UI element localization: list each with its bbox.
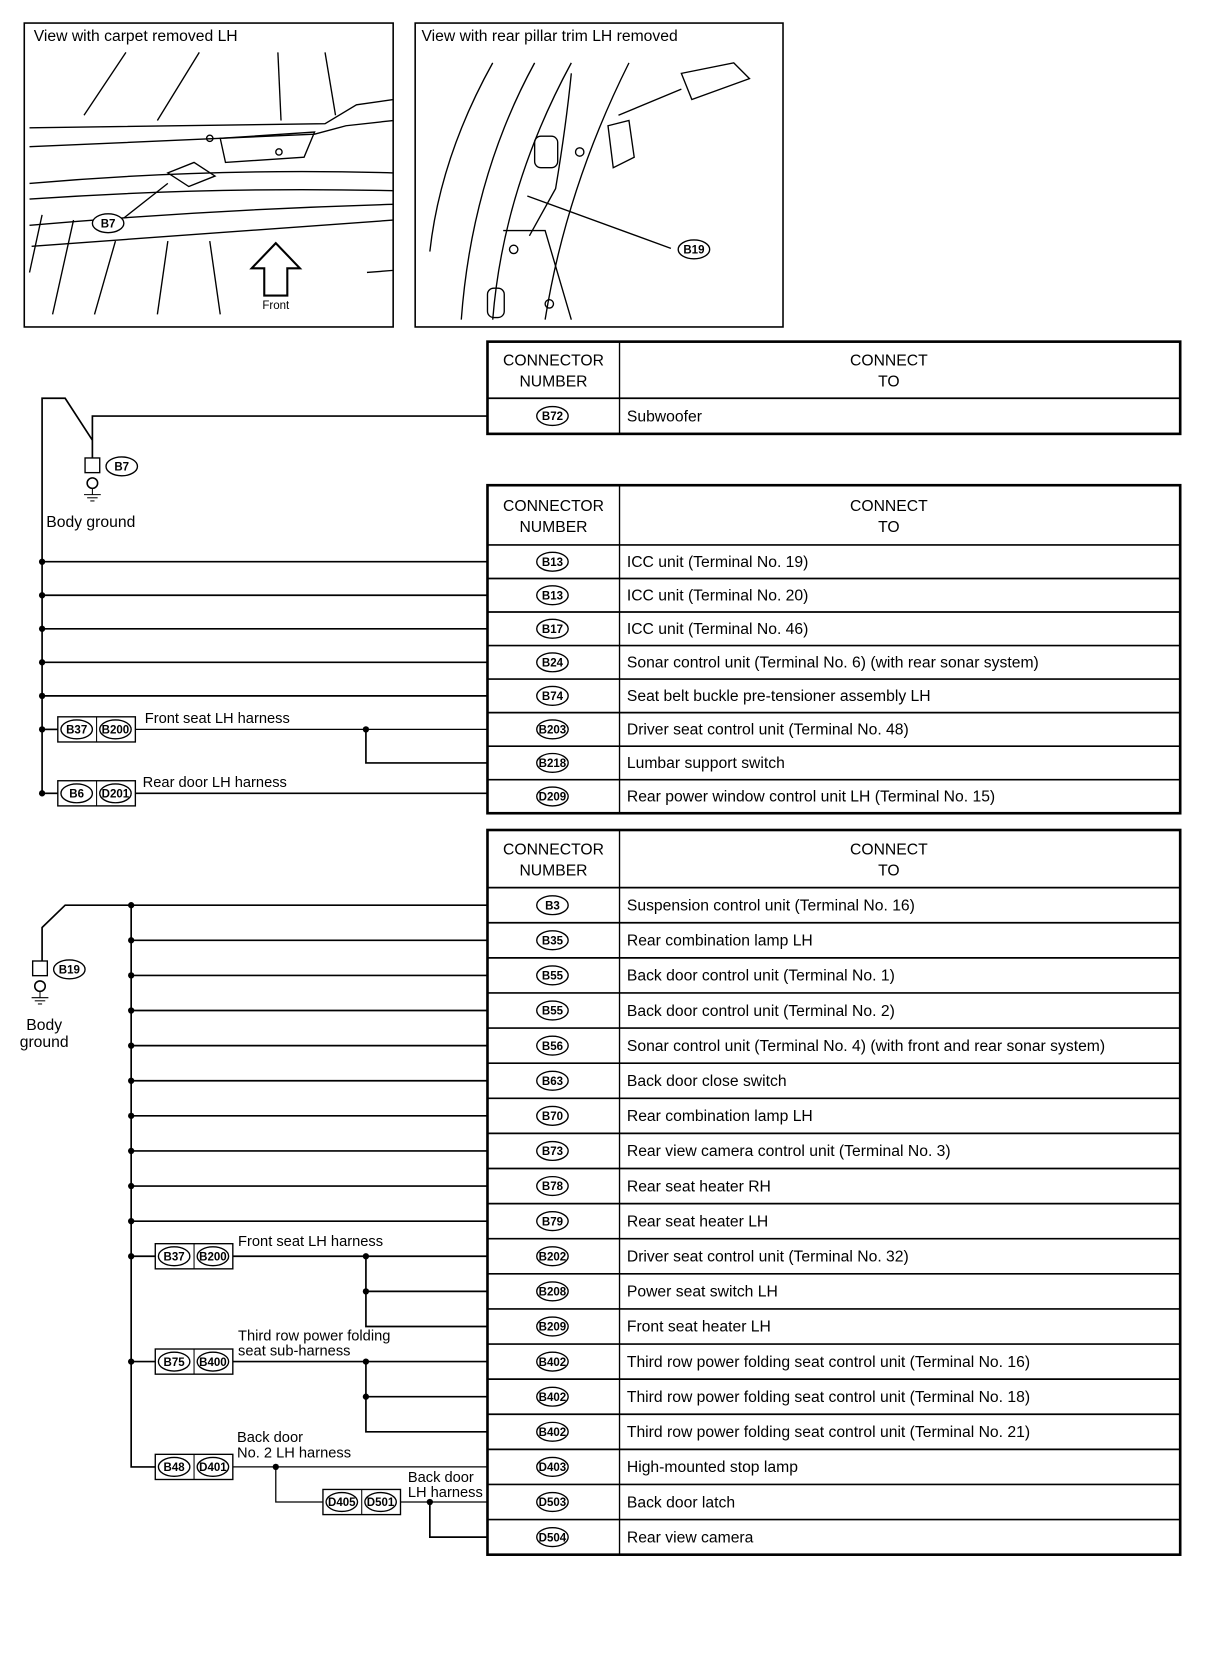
header-connect-to: TO xyxy=(878,373,900,391)
junction-dot xyxy=(128,1183,134,1189)
connect-to-text: Back door control unit (Terminal No. 2) xyxy=(626,1002,895,1020)
junction-dot xyxy=(39,726,45,732)
connector-label: B24 xyxy=(541,657,564,670)
connector-label: B7 xyxy=(100,218,116,231)
junction-dot xyxy=(128,1358,134,1364)
connector-label: B13 xyxy=(541,590,564,603)
header-connect-to: CONNECT xyxy=(850,497,928,515)
table2 xyxy=(487,485,1180,813)
connector-label: B203 xyxy=(538,724,567,737)
connector-label: B63 xyxy=(541,1075,564,1088)
connector-label: D405 xyxy=(328,1497,356,1510)
harness-label: LH harness xyxy=(407,1484,483,1501)
connect-to-text: Third row power folding seat control unit (Terminal No. 18) xyxy=(626,1388,1031,1406)
connect-to-text: ICC unit (Terminal No. 46) xyxy=(626,621,809,639)
connector-label: B55 xyxy=(541,970,564,983)
connect-to-text: Suspension control unit (Terminal No. 16) xyxy=(626,897,915,915)
connector-label: B37 xyxy=(66,724,88,737)
ground-ring xyxy=(87,478,97,488)
table-border xyxy=(487,485,1180,813)
harness-connector xyxy=(155,1244,233,1269)
wire xyxy=(430,1502,488,1537)
connector-label: D503 xyxy=(538,1497,567,1510)
connector-label: D201 xyxy=(101,788,130,801)
connector-label: B79 xyxy=(541,1216,564,1229)
connect-to-text: Back door latch xyxy=(626,1494,736,1512)
harness-label: Third row power folding xyxy=(238,1328,391,1345)
connect-to-text: Back door close switch xyxy=(626,1072,787,1090)
connect-to-text: High-mounted stop lamp xyxy=(626,1459,798,1477)
connector-label: B6 xyxy=(69,788,85,801)
connect-to-text: Sonar control unit (Terminal No. 6) (with rear sonar system) xyxy=(626,654,1039,672)
junction-dot xyxy=(128,902,134,908)
connector-label: B202 xyxy=(538,1251,567,1264)
junction-dot xyxy=(39,790,45,796)
connector-label: B37 xyxy=(163,1251,185,1264)
ground-ring xyxy=(35,981,45,991)
connector-label: B200 xyxy=(101,724,130,737)
harness-connector xyxy=(155,1349,233,1374)
connector-label: B55 xyxy=(541,1005,564,1018)
junction-dot xyxy=(363,1394,369,1400)
junction-dot xyxy=(39,659,45,665)
junction-dot xyxy=(128,1007,134,1013)
connector-label: B48 xyxy=(163,1462,185,1475)
connector-label: B402 xyxy=(538,1356,567,1369)
junction-dot xyxy=(128,937,134,943)
table-border xyxy=(487,830,1180,1555)
junction-dot xyxy=(128,1078,134,1084)
connect-to-text: Front seat heater LH xyxy=(626,1318,771,1336)
harness-label: No. 2 LH harness xyxy=(237,1445,352,1462)
view-caption: View with rear pillar trim LH removed xyxy=(421,27,678,45)
body-ground-label: Body xyxy=(26,1017,63,1035)
wire xyxy=(92,416,487,458)
connector-label: B35 xyxy=(541,935,564,948)
junction-dot xyxy=(39,626,45,632)
connect-to-text: Subwoofer xyxy=(626,408,702,426)
connector-label: B7 xyxy=(114,461,130,474)
ground-box xyxy=(33,961,48,976)
ground-box xyxy=(85,458,100,473)
pillar-sketch xyxy=(430,63,750,320)
header-connect-to: CONNECT xyxy=(850,352,928,370)
connector-label: B19 xyxy=(58,964,80,977)
table1 xyxy=(487,342,1180,434)
junction-dot xyxy=(128,972,134,978)
wire xyxy=(42,905,487,961)
header-connector-number: NUMBER xyxy=(519,518,588,536)
connector-label: D501 xyxy=(366,1497,395,1510)
junction-dot xyxy=(128,1218,134,1224)
connect-to-text: Rear combination lamp LH xyxy=(626,932,813,950)
connector-label: B13 xyxy=(541,556,564,569)
connector-label: D401 xyxy=(199,1462,227,1475)
junction-dot xyxy=(39,592,45,598)
header-connector-number: CONNECTOR xyxy=(503,841,604,859)
front-arrow-icon xyxy=(252,243,300,295)
junction-dot xyxy=(39,559,45,565)
view-carpet-removed xyxy=(24,23,393,327)
header-connector-number: CONNECTOR xyxy=(503,497,604,515)
connector-label: B200 xyxy=(199,1251,227,1264)
header-connect-to: TO xyxy=(878,862,900,880)
connector-label: B209 xyxy=(538,1321,567,1334)
connect-to-text: Back door control unit (Terminal No. 1) xyxy=(626,967,895,985)
front-label: Front xyxy=(262,300,290,313)
header-connector-number: NUMBER xyxy=(519,373,588,391)
harness-label: Back door xyxy=(407,1470,474,1487)
connector-label: B72 xyxy=(541,411,564,424)
connector-label: B400 xyxy=(199,1356,227,1369)
connector-label: B402 xyxy=(538,1391,567,1404)
harness-label: Front seat LH harness xyxy=(238,1233,384,1250)
header-connector-number: CONNECTOR xyxy=(503,352,604,370)
body-ground-label: ground xyxy=(19,1033,69,1051)
harness-label: seat sub-harness xyxy=(238,1343,351,1360)
view-caption: View with carpet removed LH xyxy=(33,27,238,45)
floor-sketch xyxy=(30,52,394,314)
connect-to-text: Sonar control unit (Terminal No. 4) (with front and rear sonar system) xyxy=(626,1037,1106,1055)
junction-dot xyxy=(39,693,45,699)
connect-to-text: Rear view camera control unit (Terminal No. 3) xyxy=(626,1143,951,1161)
connector-label: B218 xyxy=(538,758,567,771)
connector-tables xyxy=(487,342,1180,1555)
body-ground-icon xyxy=(32,960,85,1004)
connect-to-text: Driver seat control unit (Terminal No. 32) xyxy=(626,1248,909,1266)
connect-to-text: Rear seat heater LH xyxy=(626,1213,769,1231)
harness-connector xyxy=(58,781,136,806)
connect-to-text: Rear power window control unit LH (Terminal No. 15) xyxy=(626,788,996,806)
connect-to-text: Rear seat heater RH xyxy=(626,1178,771,1196)
view-pillar-trim-removed xyxy=(415,23,783,327)
harness-connector xyxy=(323,1489,401,1514)
harness-label: Front seat LH harness xyxy=(144,711,290,728)
connect-to-text: Driver seat control unit (Terminal No. 48) xyxy=(626,721,909,739)
connect-to-text: ICC unit (Terminal No. 20) xyxy=(626,587,809,605)
connector-label: D504 xyxy=(538,1532,567,1545)
connect-to-text: Rear view camera xyxy=(626,1529,754,1547)
table3 xyxy=(487,830,1180,1555)
connect-to-text: Third row power folding seat control unit (Terminal No. 21) xyxy=(626,1424,1031,1442)
connector-label: D209 xyxy=(538,791,567,804)
connect-to-text: Power seat switch LH xyxy=(626,1283,778,1301)
body-ground-label: Body ground xyxy=(46,514,136,532)
junction-dot xyxy=(128,1148,134,1154)
connector-label: B73 xyxy=(541,1146,564,1159)
connector-label: B70 xyxy=(541,1111,564,1124)
junction-dot xyxy=(363,1288,369,1294)
connect-to-text: Lumbar support switch xyxy=(626,755,785,773)
junction-dot xyxy=(128,1113,134,1119)
junction-dot xyxy=(128,1042,134,1048)
connector-label: B75 xyxy=(163,1356,185,1369)
harness-label: Rear door LH harness xyxy=(142,775,287,792)
connector-label: B74 xyxy=(541,691,564,704)
connector-label: B19 xyxy=(683,244,705,257)
connect-to-text: Rear combination lamp LH xyxy=(626,1108,813,1126)
connector-label: B402 xyxy=(538,1426,567,1439)
junction-dot xyxy=(128,1253,134,1259)
body-ground-icon xyxy=(84,457,137,501)
connect-to-text: Third row power folding seat control unit (Terminal No. 16) xyxy=(626,1353,1031,1371)
harness-connector xyxy=(155,1454,233,1479)
connector-label: B208 xyxy=(538,1286,567,1299)
header-connector-number: NUMBER xyxy=(519,862,588,880)
wiring xyxy=(20,398,488,1537)
connect-to-text: ICC unit (Terminal No. 19) xyxy=(626,553,809,571)
connect-to-text: Seat belt buckle pre-tensioner assembly LH xyxy=(626,688,931,706)
wire xyxy=(366,729,488,763)
harness-connector xyxy=(58,717,136,742)
header-connect-to: TO xyxy=(878,518,900,536)
connector-label: B78 xyxy=(541,1181,564,1194)
connector-label: D403 xyxy=(538,1462,567,1475)
wire xyxy=(276,1467,323,1502)
connector-label: B17 xyxy=(541,623,564,636)
connector-label: B56 xyxy=(541,1040,564,1053)
header-connect-to: CONNECT xyxy=(850,841,928,859)
connector-label: B3 xyxy=(545,900,560,913)
harness-label: Back door xyxy=(237,1429,304,1446)
